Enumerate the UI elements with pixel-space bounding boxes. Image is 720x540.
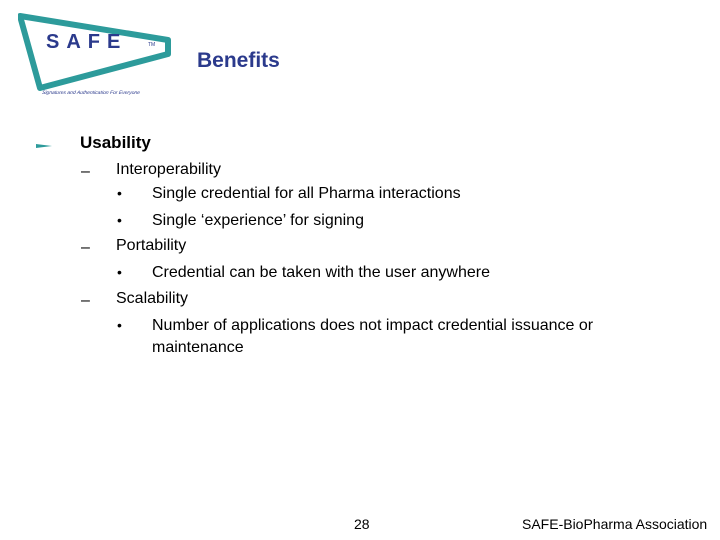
safe-logo [18, 10, 178, 102]
page-number: 28 [354, 516, 370, 532]
point-number-of-applications: Number of applications does not impact credential issuance or [152, 317, 594, 334]
safe-logo-graphic [18, 10, 178, 102]
bullet-dot: • [117, 185, 122, 201]
slide-title: Benefits [197, 49, 280, 72]
item-portability: Portability [116, 237, 187, 254]
logo-wordmark: SAFE [46, 31, 128, 53]
point-single-credential: Single credential for all Pharma interactions [152, 185, 461, 202]
dash-scalability: – [81, 292, 90, 309]
bullet-dot: • [117, 264, 122, 280]
point-number-of-applications-continued: maintenance [152, 339, 244, 356]
item-interoperability: Interoperability [116, 161, 221, 178]
point-credential-anywhere: Credential can be taken with the user anywhere [152, 264, 490, 281]
logo-trademark: TM [148, 42, 156, 48]
footer-organization: SAFE-BioPharma Association [522, 516, 708, 532]
logo-tagline: Signatures and Authentication For Everyone [41, 90, 141, 96]
dash-portability: – [81, 239, 90, 256]
bullet-dot: • [117, 212, 122, 228]
heading-usability: Usability [80, 133, 151, 152]
bullet-dot: • [117, 317, 122, 333]
item-scalability: Scalability [116, 290, 189, 307]
dash-interoperability: – [81, 163, 90, 180]
arrow-bullet-icon [36, 142, 52, 150]
point-single-experience: Single ‘experience’ for signing [152, 212, 364, 229]
